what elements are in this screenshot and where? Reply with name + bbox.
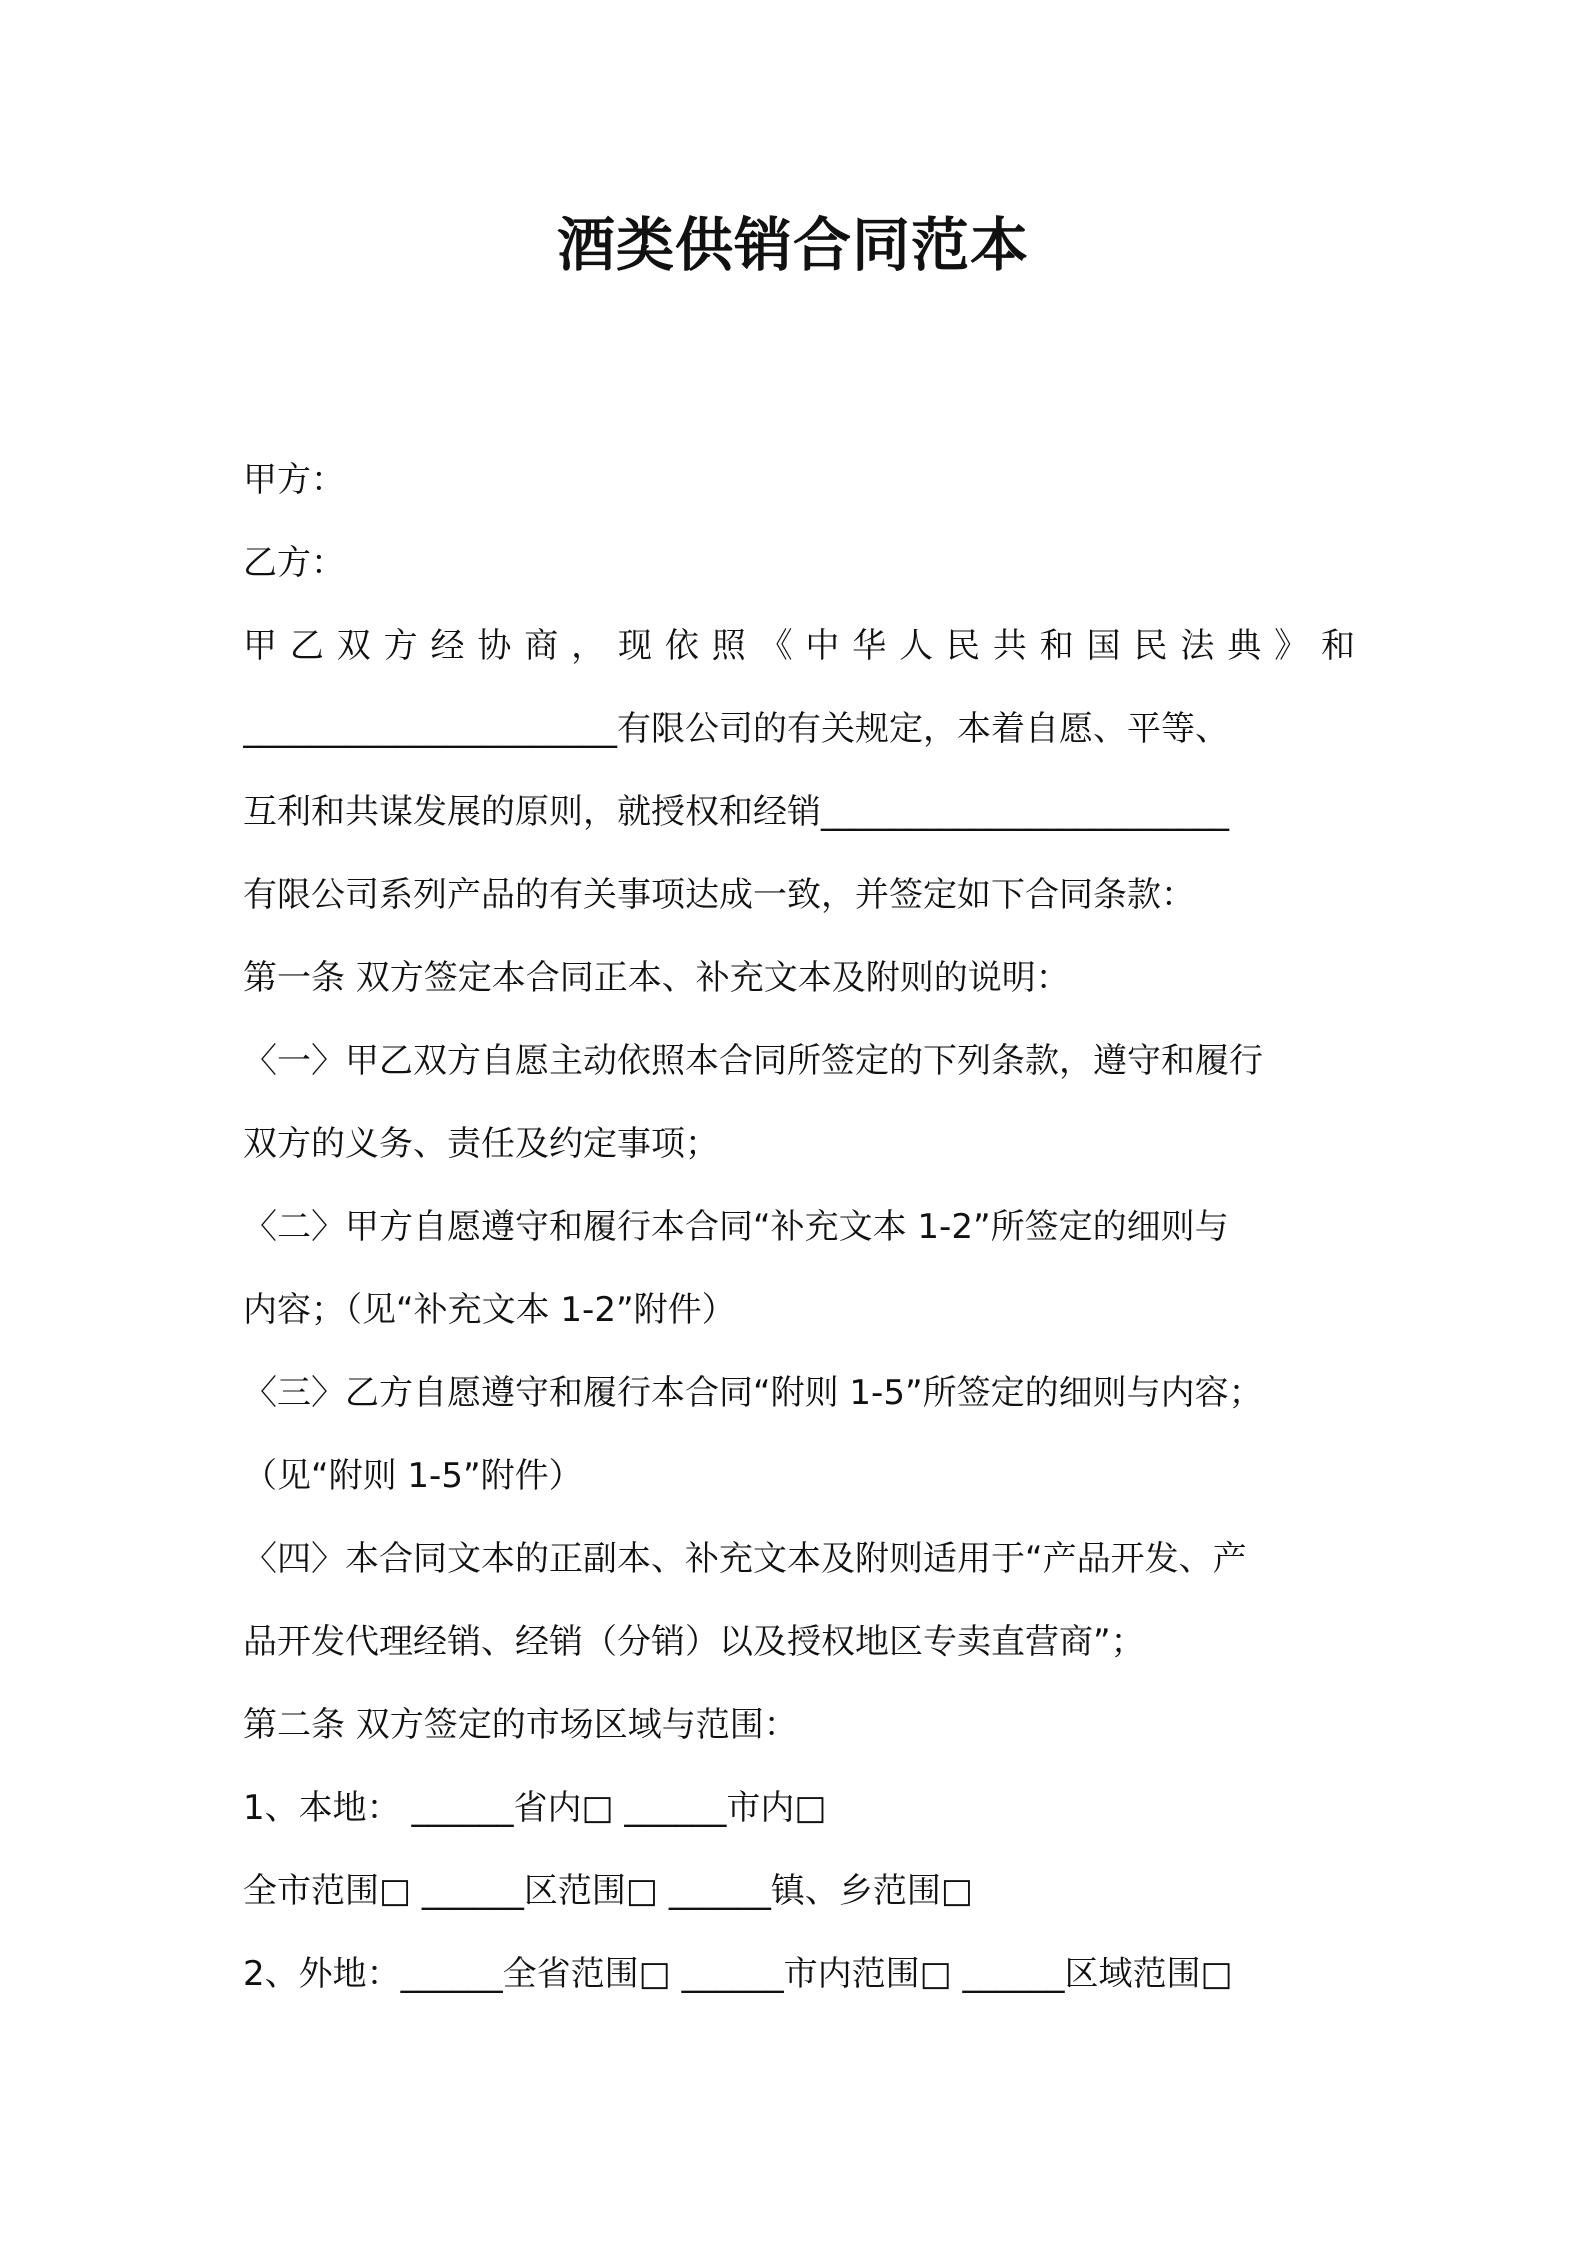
article-2-heading: 第二条 双方签定的市场区域与范围： xyxy=(243,1705,798,1745)
preamble-line-1: 甲乙双方经协商，现依照《中华人民共和国民法典》和 xyxy=(243,626,1355,666)
preamble-line-4: 有限公司系列产品的有关事项达成一致，并签定如下合同条款： xyxy=(243,875,1195,915)
clause-1-line-2: 双方的义务、责任及约定事项； xyxy=(243,1124,719,1164)
party-a-line: 甲方： xyxy=(243,460,345,500)
party-b-line: 乙方： xyxy=(243,543,345,583)
local-region-line: 1、本地： ______省内□ ______市内□ xyxy=(243,1788,827,1828)
clause-2-line-2: 内容；（见“补充文本 1-2”附件） xyxy=(243,1290,736,1330)
preamble-line-2: ______________________有限公司的有关规定，本着自愿、平等、 xyxy=(243,709,1229,749)
document-title: 酒类供销合同范本 xyxy=(556,211,1029,279)
local-scope-line: 全市范围□ ______区范围□ ______镇、乡范围□ xyxy=(243,1871,973,1911)
article-1-heading: 第一条 双方签定本合同正本、补充文本及附则的说明： xyxy=(243,958,1070,998)
clause-3-line-1: 〈三〉乙方自愿遵守和履行本合同“附则 1-5”所签定的细则与内容； xyxy=(243,1373,1263,1413)
clause-1-line-1: 〈一〉甲乙双方自愿主动依照本合同所签定的下列条款，遵守和履行 xyxy=(243,1041,1263,1081)
clause-4-line-2: 品开发代理经销、经销（分销）以及授权地区专卖直营商”； xyxy=(243,1622,1145,1662)
preamble-line-3: 互利和共谋发展的原则，就授权和经销________________________ xyxy=(243,792,1229,832)
remote-region-line: 2、外地：______全省范围□ ______市内范围□ ______区域范围□ xyxy=(243,1954,1233,1994)
clause-4-line-1: 〈四〉本合同文本的正副本、补充文本及附则适用于“产品开发、产 xyxy=(243,1539,1247,1579)
clause-3-line-2: （见“附则 1-5”附件） xyxy=(243,1456,583,1496)
clause-2-line-1: 〈二〉甲方自愿遵守和履行本合同“补充文本 1-2”所签定的细则与 xyxy=(243,1207,1229,1247)
